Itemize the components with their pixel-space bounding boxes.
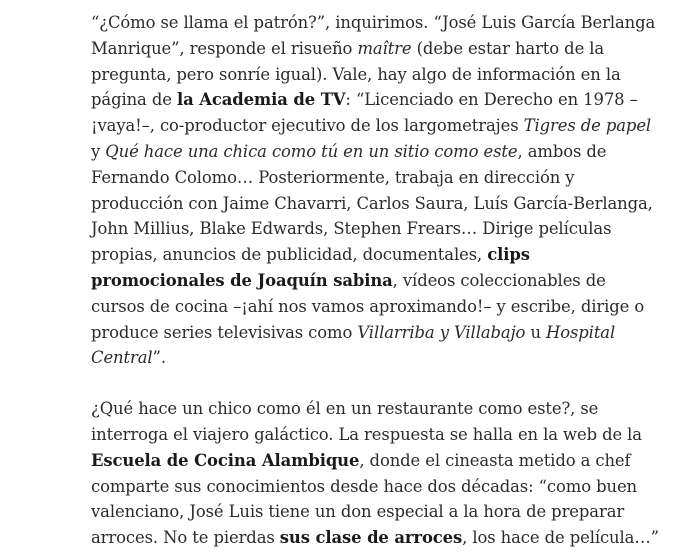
- italic-title-hospital-central: Hospital Central: [91, 322, 616, 368]
- text-span: , vídeos coleccionables de cursos de cocina –¡ahí nos vamos aproximando!– y escribe, dirige o produce series televisivas como: [91, 270, 645, 342]
- text-span: ”.: [152, 348, 166, 368]
- text-span: u: [525, 322, 547, 342]
- italic-title-villarriba: Villarriba y Villabajo: [357, 322, 526, 342]
- text-span: y: [91, 141, 106, 161]
- text-span: “¿Cómo se llama el patrón?”, inquirimos. “José Luis García Berlanga Manrique”, responde el risueño: [91, 13, 656, 58]
- text-span: : “Licenciado en Derecho en 1978 –¡vaya!–, co-productor ejecutivo de los largometrajes: [91, 90, 638, 136]
- text-span: (debe estar harto de la pregunta, pero sonríe igual). Vale, hay algo de información en la página de: [91, 38, 621, 110]
- link-academia-tv[interactable]: la Academia de TV: [176, 90, 346, 110]
- paragraph-2: [91, 396, 660, 551]
- link-escuela-cocina-alambique[interactable]: Escuela de Cocina Alambique: [91, 450, 360, 470]
- italic-title-que-hace-una-chica: Qué hace una chica como tú en un sitio como este: [105, 141, 518, 161]
- text-span: , donde el cineasta metido a chef comparte sus conocimientos desde hace dos décadas: “como buen valenciano, José Luis tiene un don especial a la hora de preparar arroces. No te pierdas: [91, 450, 637, 548]
- italic-term-maitre: maître: [357, 38, 412, 58]
- link-clips-joaquin-sabina[interactable]: clips promocionales de Joaquín sabina: [91, 245, 530, 290]
- italic-title-tigres-de-papel: Tigres de papel: [523, 116, 652, 136]
- paragraph-1: [91, 10, 660, 371]
- text-span: , los hace de película…”: [462, 528, 659, 548]
- text-span: , ambos de Fernando Colomo… Posteriormente, trabaja en dirección y producción con Jaime Chavarri, Carlos Saura, Luís García-Berlanga, John Millius, Blake Edwards, Stephen Frears… Dirige películas propias, anuncios de publicidad, documentales,: [91, 141, 653, 265]
- text-span: ¿Qué hace un chico como él en un restaurante como este?, se interroga el viajero galáctico. La respuesta se halla en la web de la: [91, 399, 642, 444]
- link-clase-de-arroces[interactable]: sus clase de arroces: [279, 528, 463, 548]
